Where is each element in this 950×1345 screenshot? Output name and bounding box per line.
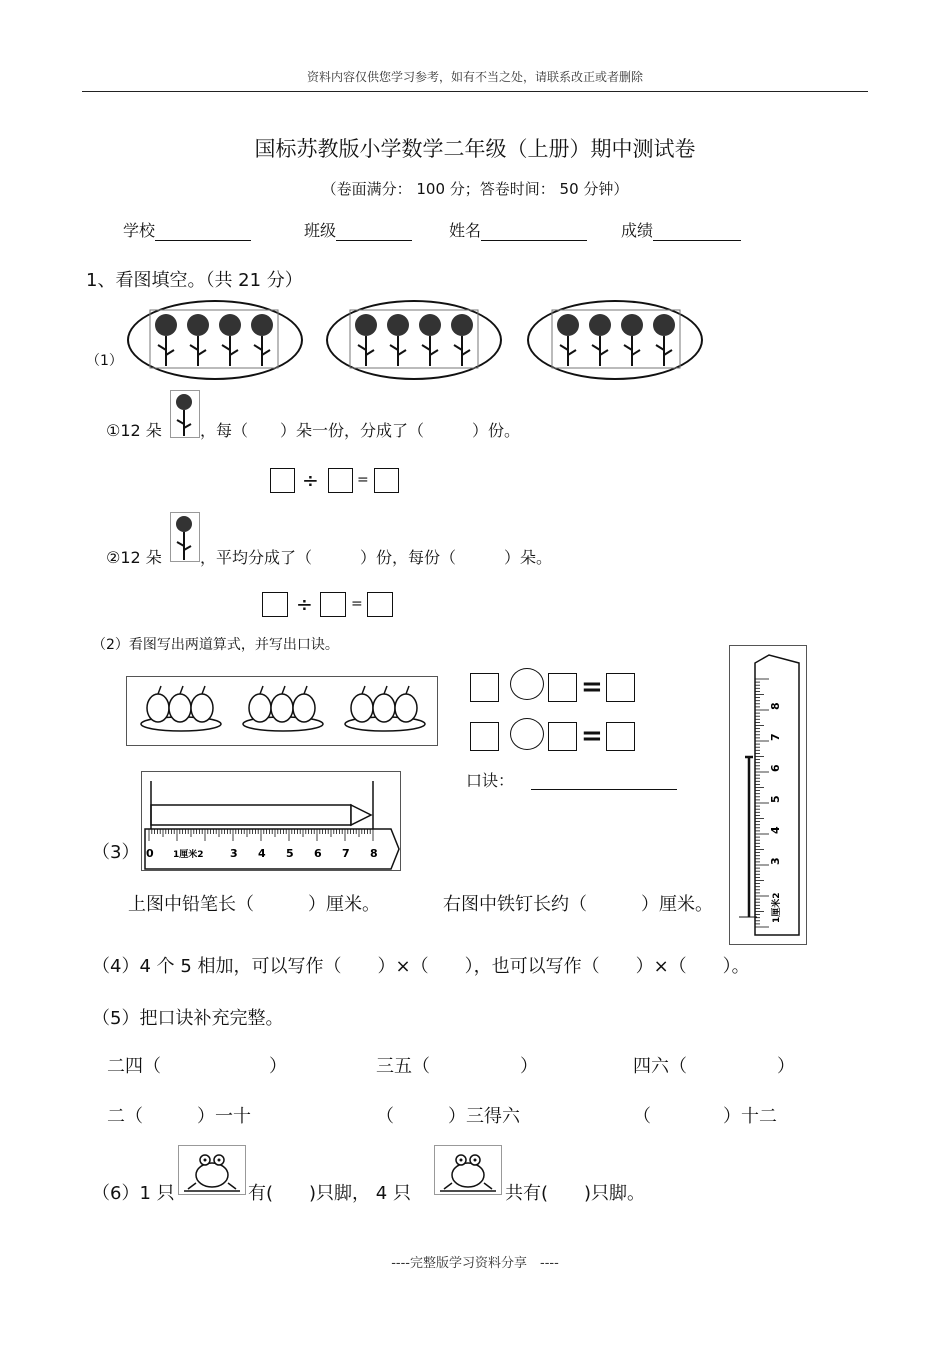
answer-box[interactable] — [374, 468, 399, 493]
part1-label: （1） — [86, 353, 123, 369]
flower-head — [451, 314, 473, 336]
pear — [191, 694, 213, 722]
flower-icon — [653, 314, 675, 366]
pear-stem — [282, 686, 285, 694]
pear — [351, 694, 373, 722]
school-label: 学校 — [123, 221, 156, 240]
pears-picture — [126, 676, 438, 746]
answer-box[interactable] — [606, 722, 635, 751]
divide-sign: ÷ — [296, 592, 313, 616]
pear-plate — [345, 686, 425, 731]
flower-head — [251, 314, 273, 336]
flower-icon — [170, 390, 200, 438]
part4-text: （4）4 个 5 相加，可以写作（ ）×（ ），也可以写作（ ）×（ ）。 — [92, 956, 750, 977]
equals-sign: = — [357, 472, 369, 488]
pencil-tip — [351, 805, 371, 825]
pear — [373, 694, 395, 722]
answer-box[interactable] — [367, 592, 393, 617]
ruler-tick-label: 7 — [342, 847, 350, 860]
flower-icon — [355, 314, 377, 366]
flower-icon — [557, 314, 579, 366]
answer-box[interactable] — [270, 468, 295, 493]
ruler-tick-label: 5 — [286, 847, 294, 860]
part2-text: （2）看图写出两道算式，并写出口诀。 — [92, 637, 339, 653]
nail-ruler-picture — [729, 645, 807, 945]
ruler-tick-label: 3 — [230, 847, 238, 860]
ruler-tick-label: 6 — [314, 847, 322, 860]
ruler-body — [145, 829, 399, 869]
footer-note: ----完整版学习资料分享 ---- — [391, 1256, 559, 1271]
pencil-body — [151, 805, 351, 825]
score-label: 成绩 — [621, 221, 654, 240]
pencil-ruler-picture — [141, 771, 401, 871]
pear-stem — [158, 686, 161, 694]
q2-prefix: ②12 朵 — [106, 548, 162, 567]
page-subtitle: （卷面满分： 100 分；答卷时间： 50 分钟） — [321, 180, 629, 198]
part3-label: （3） — [92, 842, 140, 863]
vertical-ruler-tick-label: 4 — [769, 826, 782, 834]
answer-box[interactable] — [470, 673, 499, 702]
pear-stem — [362, 686, 365, 694]
part5-text: （5）把口诀补充完整。 — [92, 1008, 284, 1029]
class-label: 班级 — [304, 221, 337, 240]
part6-text-a: （6）1 只 — [92, 1183, 175, 1204]
vertical-ruler-tick-label: 6 — [769, 764, 782, 772]
name-label: 姓名 — [449, 221, 482, 240]
flower-head — [621, 314, 643, 336]
koujue-blank[interactable] — [531, 789, 677, 790]
flower-head — [219, 314, 241, 336]
flower-head — [419, 314, 441, 336]
frog-picture — [434, 1145, 502, 1195]
koujue-item: （ ）十二 — [633, 1106, 777, 1127]
answer-box[interactable] — [470, 722, 499, 751]
equals-sign: = — [581, 672, 603, 702]
flower-icon — [419, 314, 441, 366]
pear — [147, 694, 169, 722]
flower-head — [155, 314, 177, 336]
ruler-unit-label: 1厘米2 — [173, 850, 204, 860]
koujue-label: 口诀： — [466, 771, 515, 790]
vertical-ruler-tick-label: 3 — [769, 857, 782, 865]
equals-sign: = — [581, 721, 603, 751]
flower-icon — [170, 512, 200, 562]
vertical-ruler-unit-label: 1厘米2 — [772, 892, 782, 923]
koujue-item: 三五（ ） — [376, 1056, 538, 1077]
flower-icon — [155, 314, 177, 366]
q1-prefix: ①12 朵 — [106, 421, 162, 440]
answer-box[interactable] — [548, 722, 577, 751]
flower-icon — [621, 314, 643, 366]
pear — [169, 694, 191, 722]
ruler-tick-label: 4 — [258, 847, 266, 860]
pear-stem — [384, 686, 387, 694]
nail-length-text: 右图中铁钉长约（ ）厘米。 — [443, 894, 713, 915]
flower-icon — [219, 314, 241, 366]
pear — [249, 694, 271, 722]
flower-head — [589, 314, 611, 336]
divide-sign: ÷ — [302, 468, 319, 492]
flower-icon — [387, 314, 409, 366]
pear — [271, 694, 293, 722]
flower-icon — [187, 314, 209, 366]
pear-stem — [260, 686, 263, 694]
part6-text-c: 共有( )只脚。 — [505, 1183, 646, 1204]
part6-text-b: 有( )只脚， 4 只 — [248, 1183, 411, 1204]
flower-head — [187, 314, 209, 336]
flower-icon — [251, 314, 273, 366]
koujue-item: 四六（ ） — [633, 1056, 795, 1077]
flower-head — [355, 314, 377, 336]
q1-text: ，每（ ）朵一份，分成了（ ）份。 — [200, 421, 521, 440]
ruler-tick-label: 0 — [146, 847, 154, 860]
answer-box[interactable] — [262, 592, 288, 617]
pear-plate — [243, 686, 323, 731]
operator-circle[interactable] — [510, 668, 544, 700]
koujue-item: （ ）三得六 — [376, 1106, 520, 1127]
answer-box[interactable] — [548, 673, 577, 702]
pear-stem — [202, 686, 205, 694]
q2-text: ，平均分成了（ ）份，每份（ ）朵。 — [200, 548, 553, 567]
page-title: 国标苏教版小学数学二年级（上册）期中测试卷 — [254, 137, 696, 161]
answer-box[interactable] — [606, 673, 635, 702]
flower-head — [653, 314, 675, 336]
koujue-item: 二四（ ） — [107, 1056, 287, 1077]
ruler-tick-label: 8 — [370, 847, 378, 860]
answer-box[interactable] — [320, 592, 346, 617]
frog-picture — [178, 1145, 246, 1195]
vertical-ruler-tick-label: 7 — [769, 733, 782, 741]
section1-heading: 1、看图填空。（共 21 分） — [86, 270, 303, 291]
pear-stem — [406, 686, 409, 694]
pear-stem — [180, 686, 183, 694]
koujue-item: 二（ ）一十 — [107, 1106, 251, 1127]
flower-icon — [451, 314, 473, 366]
vertical-ruler-tick-label: 5 — [769, 795, 782, 803]
pear — [395, 694, 417, 722]
flower-head — [557, 314, 579, 336]
operator-circle[interactable] — [510, 718, 544, 750]
answer-box[interactable] — [328, 468, 353, 493]
flower-icon — [589, 314, 611, 366]
pear-stem — [304, 686, 307, 694]
pear-plate — [141, 686, 221, 731]
pear — [293, 694, 315, 722]
pencil-length-text: 上图中铅笔长（ ）厘米。 — [128, 894, 380, 915]
flower-head — [387, 314, 409, 336]
equals-sign: = — [351, 596, 363, 612]
header-note: 资料内容仅供您学习参考，如有不当之处，请联系改正或者删除 — [306, 70, 643, 84]
vertical-ruler-tick-label: 8 — [769, 702, 782, 710]
